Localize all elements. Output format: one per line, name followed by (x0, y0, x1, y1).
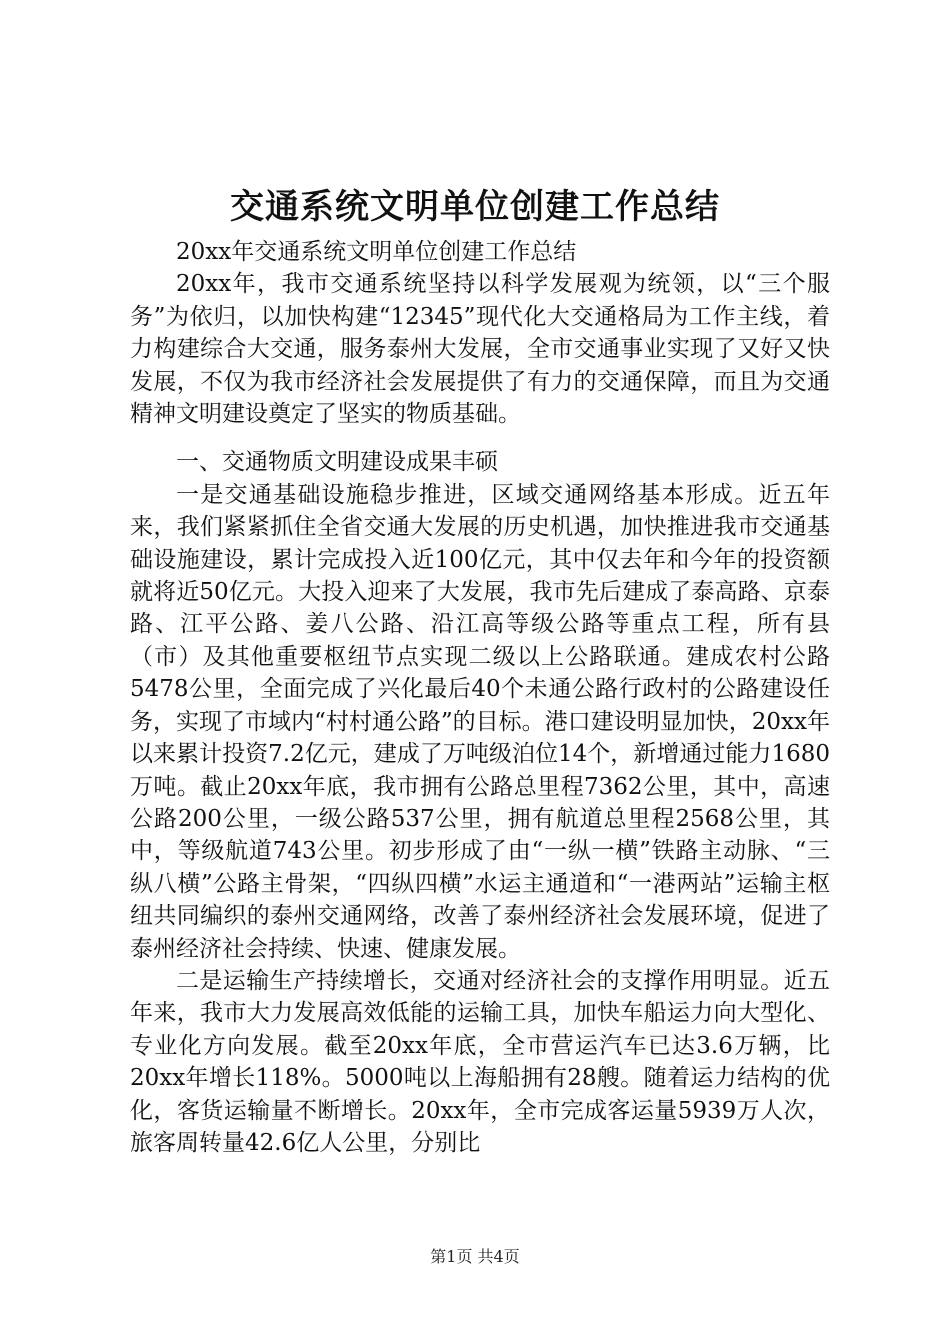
paragraph-infrastructure: 一是交通基础设施稳步推进，区域交通网络基本形成。近五年来，我们紧紧抓住全省交通大发展的历史机遇，加快推进我市交通基础设施建设，累计完成投入近100亿元，其中仅去年和今年的投资额就将近50亿元。大投入迎来了大发展，我市先后建成了泰高路、京泰路、江平公路、姜八公路、沿江高等级公路等重点工程，所有县（市）及其他重要枢纽节点实现二级以上公路联通。建成农村公路5478公里，全面完成了兴化最后40个未通公路行政村的公路建设任务，实现了市域内“村村通公路”的目标。港口建设明显加快，20xx年以来累计投资7.2亿元，建成了万吨级泊位14个，新增通过能力1680万吨。截止20xx年底，我市拥有公路总里程7362公里，其中，高速公路200公里，一级公路537公里，拥有航道总里程2568公里，其中，等级航道743公里。初步形成了由“一纵一横”铁路主动脉、“三纵八横”公路主骨架，“四纵四横”水运主通道和“一港两站”运输主枢纽共同编织的泰州交通网络，改善了泰州经济社会发展环境，促进了泰州经济社会持续、快速、健康发展。 (130, 481, 830, 962)
document-body (130, 236, 830, 1159)
paragraph-subtitle: 20xx年交通系统文明单位创建工作总结 (176, 239, 577, 265)
page-footer: 第1页 共4页 (430, 1247, 520, 1266)
document-title: 交通系统文明单位创建工作总结 (230, 187, 720, 227)
paragraph-transport-production: 二是运输生产持续增长，交通对经济社会的支撑作用明显。近五年来，我市大力发展高效低能的运输工具，加快车船运力向大型化、专业化方向发展。截至20xx年底，全市营运汽车已达3.6万辆，比20xx年增长118%。5000吨以上海船拥有28艘。随着运力结构的优化，客货运输量不断增长。20xx年，全市完成客运量5939万人次，旅客周转量42.6亿人公里，分别比 (130, 967, 830, 1156)
section-heading-1: 一、交通物质文明建设成果丰硕 (176, 449, 498, 476)
paragraph-intro: 20xx年，我市交通系统坚持以科学发展观为统领，以“三个服务”为依归，以加快构建“12345”现代化大交通格局为工作主线，着力构建综合大交通，服务泰州大发展，全市交通事业实现了又好又快发展，不仅为我市经济社会发展提供了有力的交通保障，而且为交通精神文明建设奠定了坚实的物质基础。 (130, 271, 830, 428)
